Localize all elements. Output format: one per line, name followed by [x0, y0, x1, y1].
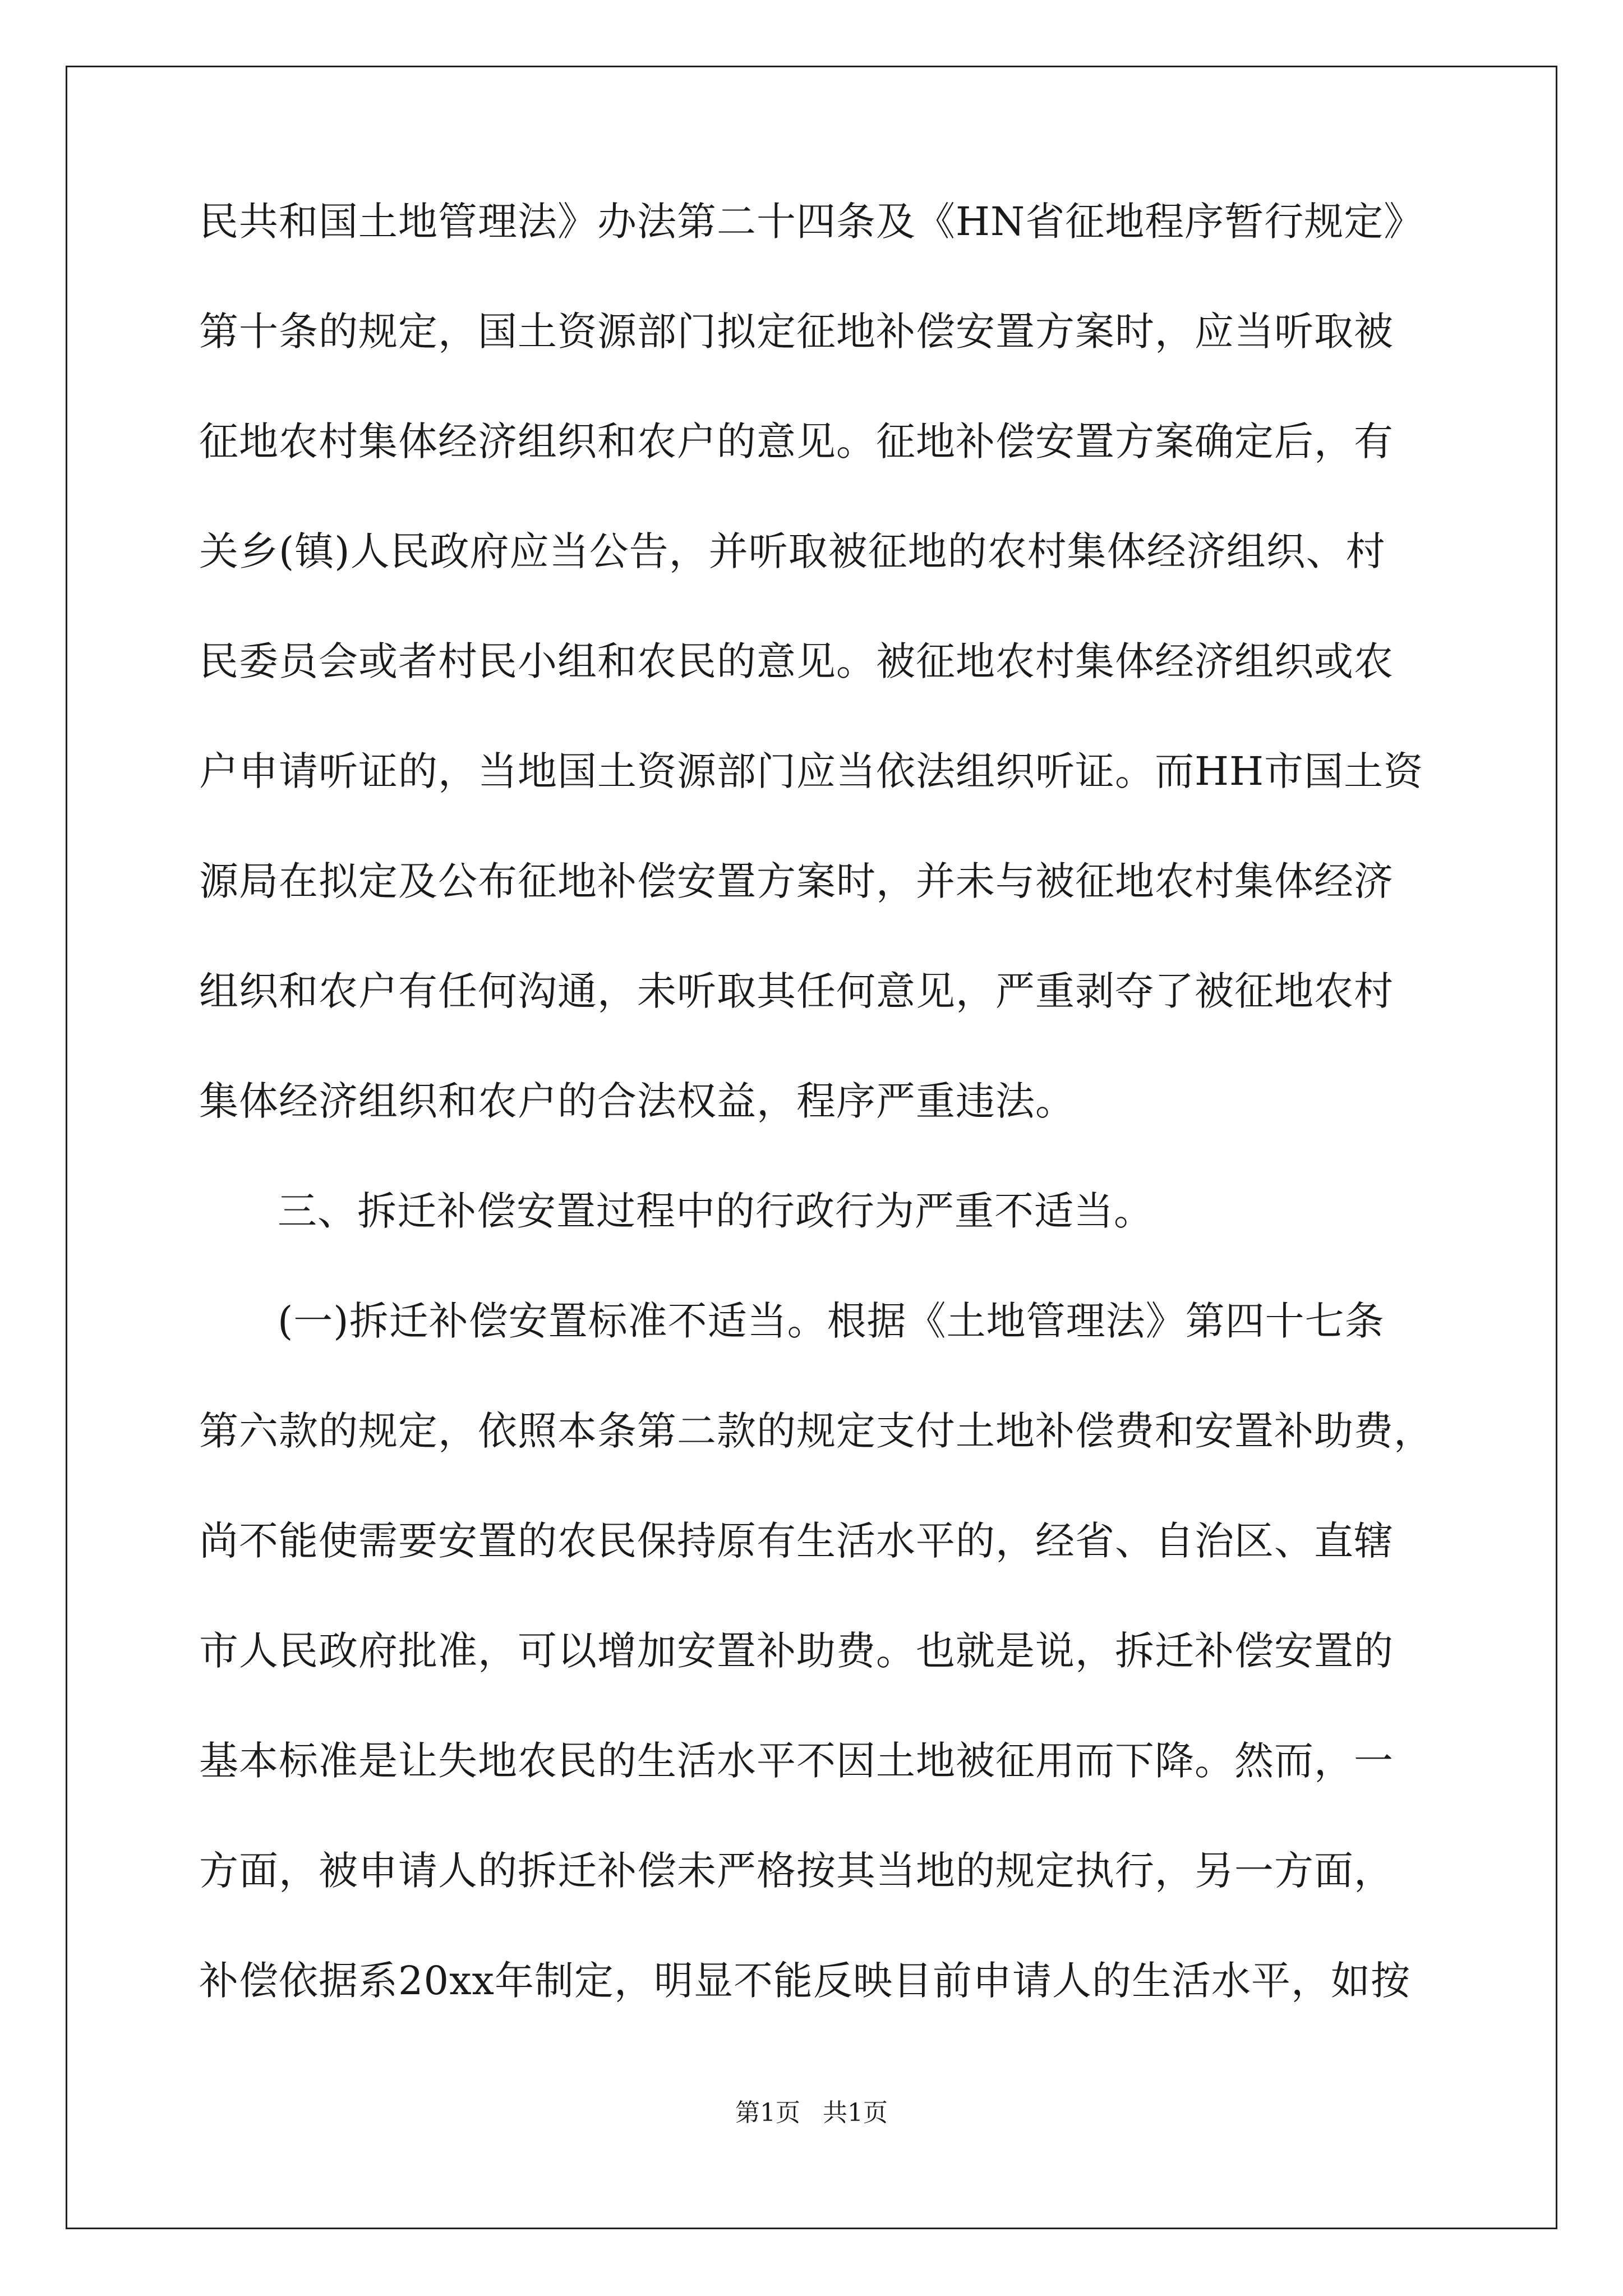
- text-line: 方面，被申请人的拆迁补偿未严格按其当地的规定执行，另一方面，: [199, 1848, 1394, 1894]
- document-body: [199, 199, 1438, 2071]
- page-footer: [0, 2101, 1623, 2125]
- page-number: 第1页: [735, 2099, 800, 2127]
- text-line: 组织和农户有任何沟通，未听取其任何意见，严重剥夺了被征地农村: [199, 968, 1394, 1014]
- page-total: 共1页: [823, 2099, 888, 2127]
- text-line: 源局在拟定及公布征地补偿安置方案时，并未与被征地农村集体经济: [199, 858, 1394, 904]
- text-line: (一)拆迁补偿安置标准不适当。根据《土地管理法》第四十七条: [278, 1298, 1385, 1344]
- text-line: 集体经济组织和农户的合法权益，程序严重违法。: [199, 1078, 1075, 1124]
- text-line: 民委员会或者村民小组和农民的意见。被征地农村集体经济组织或农: [199, 638, 1394, 684]
- text-line: 关乡(镇)人民政府应当公告，并听取被征地的农村集体经济组织、村: [199, 528, 1386, 574]
- text-line: 户申请听证的，当地国土资源部门应当依法组织听证。而HH市国土资: [199, 748, 1424, 794]
- text-line: 市人民政府批准，可以增加安置补助费。也就是说，拆迁补偿安置的: [199, 1628, 1394, 1674]
- text-line: 第十条的规定，国土资源部门拟定征地补偿安置方案时，应当听取被: [199, 309, 1394, 355]
- text-line: 征地农村集体经济组织和农户的意见。征地补偿安置方案确定后，有: [199, 418, 1394, 464]
- text-line: 基本标准是让失地农民的生活水平不因土地被征用而下降。然而，一: [199, 1738, 1394, 1784]
- text-line: 第六款的规定，依照本条第二款的规定支付土地补偿费和安置补助费，: [199, 1408, 1433, 1454]
- text-line: 民共和国土地管理法》办法第二十四条及《HN省征地程序暂行规定》: [199, 199, 1424, 245]
- text-line: 尚不能使需要安置的农民保持原有生活水平的，经省、自治区、直辖: [199, 1518, 1394, 1564]
- text-line: 补偿依据系20xx年制定，明显不能反映目前申请人的生活水平，如按: [199, 1958, 1411, 2004]
- text-line: 三、拆迁补偿安置过程中的行政行为严重不适当。: [278, 1188, 1154, 1234]
